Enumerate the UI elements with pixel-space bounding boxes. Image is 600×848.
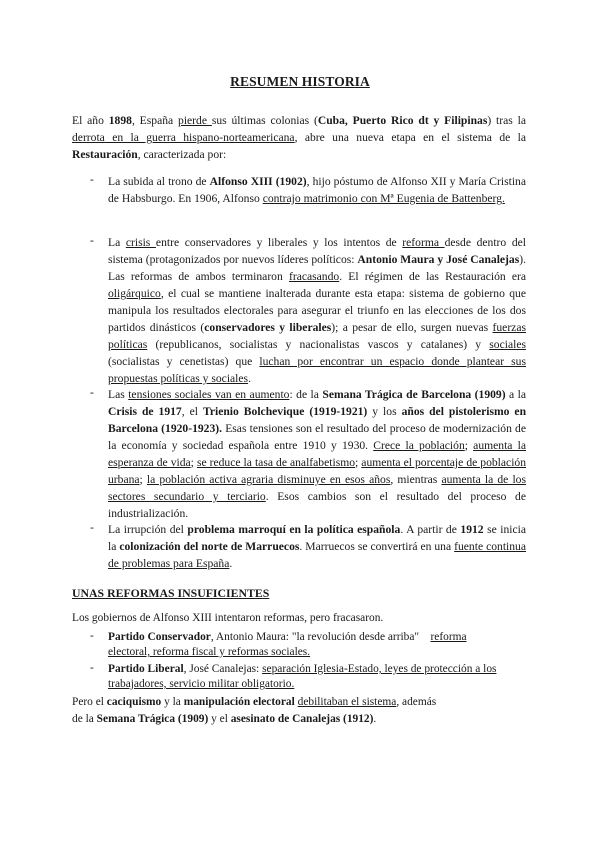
bullet-marker: - [90, 521, 94, 534]
text-run: , el [181, 405, 203, 418]
text-run: (republicanos, socialistas y nacionalistas vascos y catalanes) y [147, 338, 490, 351]
text-run: ; [464, 439, 474, 452]
reform-line [108, 677, 528, 692]
underlined-run: aumenta la esperanza de vida [108, 439, 526, 469]
bold-run: Trienio Bolchevique (1919-1921) [202, 405, 368, 418]
bold-run: Partido Liberal [108, 663, 184, 675]
bold-run: manipulación electoral [183, 696, 295, 708]
text-run: de la [72, 713, 97, 725]
text-run: . Marruecos se convertirá en una [299, 540, 455, 553]
bullet-marker: - [90, 662, 94, 674]
bold-run: Semana Trágica de Barcelona (1909) [322, 388, 506, 401]
bullet-marker: - [90, 386, 94, 399]
text-run: Pero el [72, 696, 107, 708]
underlined-run: sociales [489, 338, 526, 351]
text-run: ; [355, 456, 362, 469]
bold-run: Antonio Maura y José Canalejas [357, 253, 520, 266]
text-run: , José Canalejas: [183, 663, 263, 675]
text-run: desde dentro del sistema (protagonizados por nuevos líderes políticos: [108, 236, 526, 266]
reform-item-conservador [108, 630, 528, 660]
text-run: entre conservadores y liberales y los intentos de [155, 236, 403, 249]
text-run: ); a pesar de ello, surgen nuevas [331, 321, 493, 334]
bold-run: Alfonso XIII (1902) [209, 175, 307, 188]
text-run: , abre una nueva etapa en el sistema de la [294, 131, 526, 144]
underlined-run: trabajadores, servicio militar obligatorio. [108, 678, 295, 690]
bullet-item-marruecos [108, 521, 526, 572]
underlined-run: oligárquico [108, 287, 161, 300]
reform-line [108, 662, 528, 677]
text-run: y el [208, 713, 231, 725]
text-run: , además [396, 696, 437, 708]
text-run: , mientras [390, 473, 442, 486]
text-run: . A partir de [400, 523, 461, 536]
underlined-run: tensiones sociales van en aumento [128, 388, 290, 401]
bullet-marker: - [90, 234, 94, 247]
bold-run: 1898 [108, 114, 132, 127]
text-run: ; [139, 473, 147, 486]
closing-line-1 [72, 696, 436, 708]
underlined-run: crisis [125, 236, 156, 249]
text-run: y la [161, 696, 184, 708]
reform-item-liberal [108, 662, 528, 692]
underlined-run: luchan por encontrar un espacio donde plantear sus propuestas políticas y sociales [108, 355, 526, 385]
text-run: . [248, 372, 251, 385]
underlined-run: aumenta la de los sectores secundario y terciario [108, 473, 526, 503]
text-run: a la [505, 388, 527, 401]
text-run: se inicia la [108, 523, 526, 553]
bold-run: problema marroquí en la política española [187, 523, 401, 536]
bold-run: caciquismo [106, 696, 162, 708]
text-run: ; [190, 456, 197, 469]
text-run: . [229, 557, 233, 570]
underlined-run: reforma [402, 236, 445, 249]
text-run: sus últimas colonias ( [211, 114, 318, 127]
bold-run: Semana Trágica (1909) [96, 713, 209, 725]
underlined-run: pierde [178, 114, 212, 127]
bold-run: asesinato de Canalejas (1912) [230, 713, 374, 725]
underlined-run: Crece la población [373, 439, 465, 452]
text-run: . El régimen de las Restauración era [339, 270, 526, 283]
underlined-run: fracasando [288, 270, 340, 283]
text-run: La irrupción del [108, 523, 188, 536]
text-run: , caracterizada por: [137, 148, 227, 161]
text-run: . Esos cambios son el resultado del proceso de industrialización. [108, 490, 526, 520]
text-run: Las [108, 388, 129, 401]
bold-run: 1912 [460, 523, 484, 536]
reform-line [108, 645, 528, 660]
underlined-run: reforma [430, 631, 467, 643]
underlined-run: contrajo matrimonio con Mª Eugenia de Battenberg. [262, 192, 505, 205]
text-run: Esas tensiones son el resultado del proceso de modernización de la economía y sociedad española entre 1910 y 1930. [108, 422, 526, 452]
underlined-run: electoral, reforma fiscal y reformas sociales. [108, 646, 311, 658]
underlined-run: separación Iglesia-Estado, leyes de protección a los [262, 663, 497, 675]
bold-run: Partido Conservador [108, 631, 211, 643]
text-run: , Antonio Maura: "la revolución desde arriba" [210, 631, 431, 643]
intro-paragraph [72, 112, 526, 163]
underlined-run: derrota en la guerra hispano-norteamericana [72, 131, 295, 144]
bullet-item-alfonso [108, 173, 526, 207]
bullet-item-tensiones [108, 386, 526, 522]
reform-line [108, 630, 528, 645]
bold-run: colonización del norte de Marruecos [119, 540, 300, 553]
text-run: La [108, 236, 126, 249]
underlined-run: aumenta el porcentaje de población urbana [108, 456, 527, 486]
underlined-run: la población activa agraria disminuye en esos años [146, 473, 391, 486]
text-run: . [373, 713, 377, 725]
underlined-run: fuente continua de problemas para España [108, 540, 527, 570]
bullet-item-crisis [108, 234, 526, 387]
section-heading: UNAS REFORMAS INSUFICIENTES [72, 586, 270, 600]
underlined-run: debilitaban el sistema [297, 696, 397, 708]
bold-run: Cuba, Puerto Rico dt y Filipinas [317, 114, 488, 127]
section-intro: Los gobiernos de Alfonso XIII intentaron reformas, pero fracasaron. [72, 612, 384, 624]
text-run: y los [367, 405, 402, 418]
page-title: RESUMEN HISTORIA [230, 74, 370, 89]
underlined-run: fuerzas políticas [108, 321, 526, 351]
underlined-run: se reduce la tasa de analfabetismo [196, 456, 356, 469]
text-run: ) tras la [487, 114, 527, 127]
bullet-marker: - [90, 630, 94, 642]
bullet-marker: - [90, 173, 94, 186]
bold-run: Restauración [72, 148, 138, 161]
text-run: , España [131, 114, 179, 127]
text-run: , hijo póstumo de Alfonso XII y María Cristina de Habsburgo. En 1906, Alfonso [108, 175, 526, 205]
text-run: : de la [289, 388, 323, 401]
bold-run: conservadores y liberales [204, 321, 332, 334]
closing-line-2 [72, 713, 376, 725]
bold-run: años del pistolerismo en Barcelona (1920-1923). [108, 405, 527, 435]
bold-run: Crisis de 1917 [108, 405, 182, 418]
text-run: ). Las reformas de ambos terminaron [108, 253, 526, 283]
text-run: , el cual se mantiene inalterada durante esta etapa: sistema de gobierno que manipula los resultados electorales para asegurar el triunfo en las elecciones de los dos partidos dinásticos ( [108, 287, 526, 334]
text-run: La subida al trono de [108, 175, 210, 188]
text-run: (socialistas y cenetistas) que [108, 355, 260, 368]
text-run: El año [72, 114, 109, 127]
